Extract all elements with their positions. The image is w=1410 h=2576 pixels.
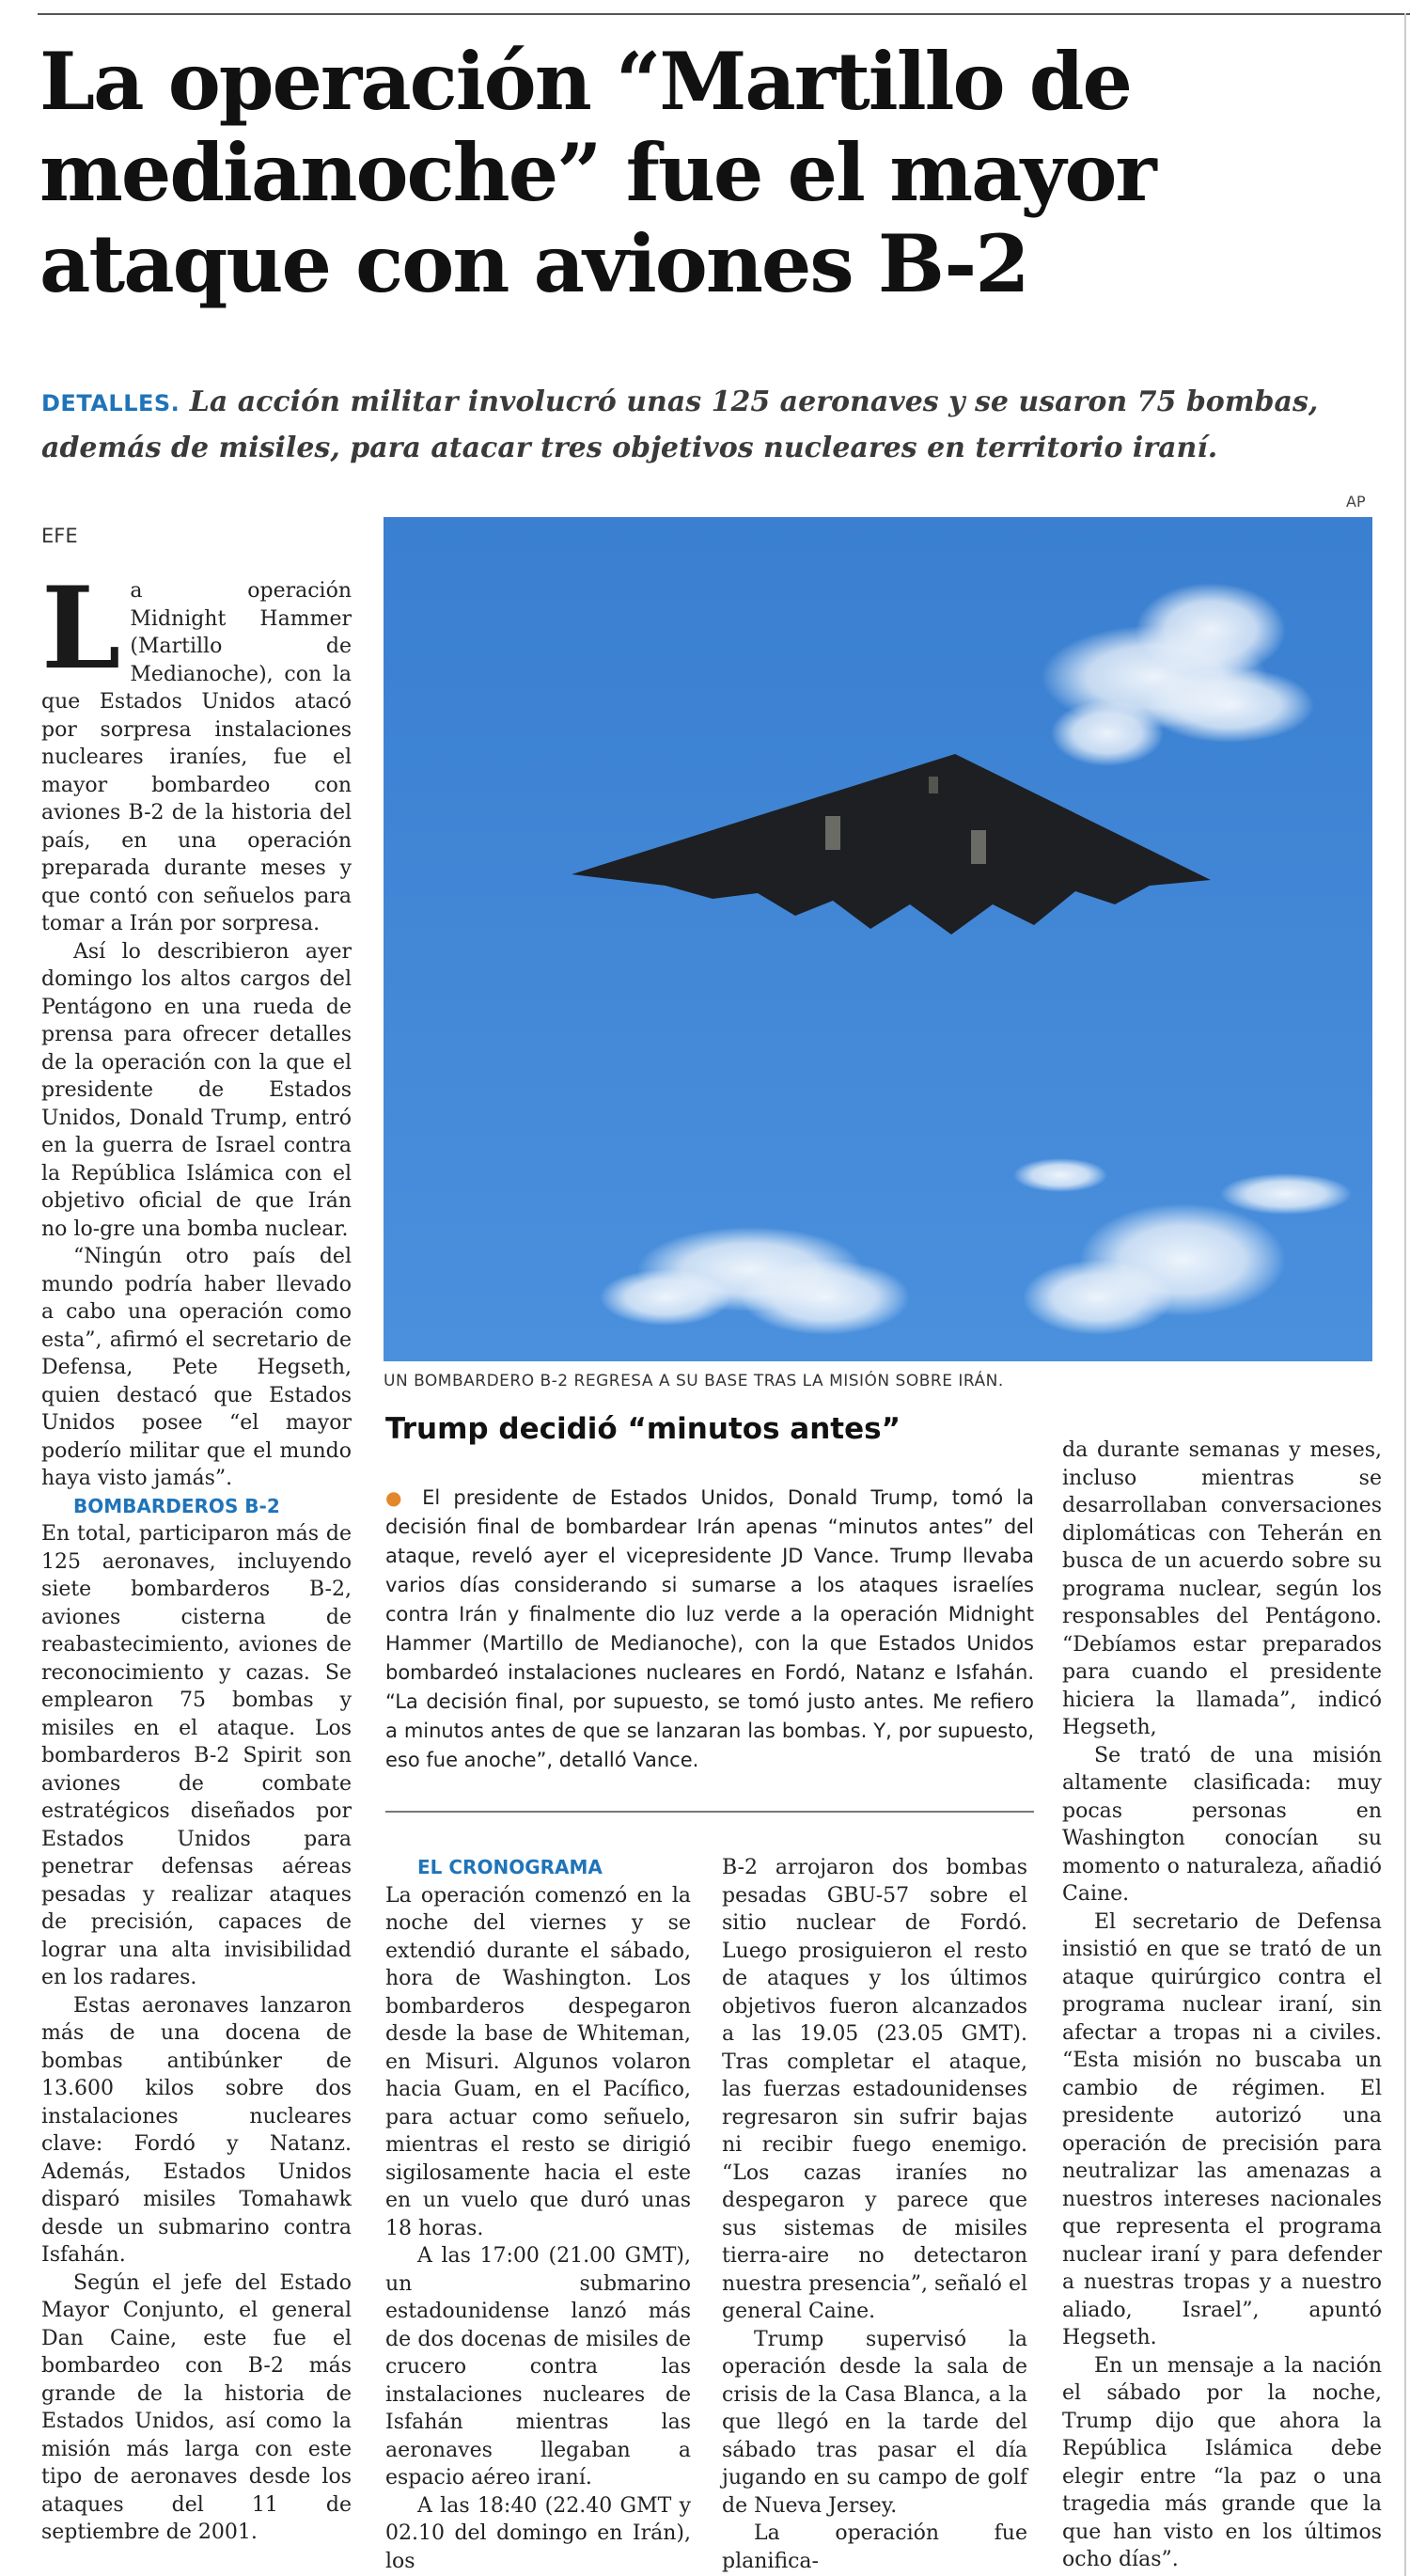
paragraph: Según el jefe del Estado Mayor Conjunto, el general Dan Caine, este fue el bombardeo con B-2 más grande de la historia de Estados Unidos, así como la misión más larga con este tipo de aeronaves desde los ataques del 11 de septiembre de 2001. (41, 2270, 352, 2544)
photo-credit: AP (1346, 493, 1366, 510)
paragraph: “Ningún otro país del mundo podría haber llevado a cabo una operación como esta”, afirmó el secretario de Defensa, Pete Hegseth, quien destacó que Estados Unidos posee “el mayor poderío militar que el mundo haya visto jamás”. (41, 1245, 352, 1490)
bullet-icon: ● (385, 1486, 409, 1509)
deck (41, 380, 1386, 471)
photo-caption: UN BOMBARDERO B-2 REGRESA A SU BASE TRAS LA MISIÓN SOBRE IRÁN. (384, 1372, 1004, 1390)
deck-kicker: DETALLES. (41, 390, 180, 416)
paragraph: Estas aeronaves lanzaron más de una docena de bombas antibúnker de 13.600 kilos sobre dos instalaciones nucleares clave: Fordó y Natanz. Además, Estados Unidos disparó misiles Tomahawk desde un submarino contra Isfahán. (41, 1993, 352, 2267)
paragraph: En total, participaron más de 125 aeronaves, incluyendo siete bombarderos B-2, aviones cisterna de reabastecimiento, aviones de reconocimiento y cazas. Se emplearon 75 bombas y misiles en el ataque. Los bombarderos B-2 Spirit son aviones de combate estratégicos diseñados por Estados Unidos para penetrar defensas aéreas pesadas y realizar ataques de precisión, capaces de lograr una alta invisibilidad en los radares. (41, 1522, 352, 1989)
article-column-1 (41, 562, 352, 2547)
lead-paragraph: La operación Midnight Hammer (Martillo de Medianoche), con la que Estados Unidos atacó por sorpresa instalaciones nucleares iraníes, fue el mayor bombardeo con aviones B-2 de la historia del país, en una operación preparada durante meses y que contó con señuelos para tomar a Irán por sorpresa. (41, 562, 352, 935)
paragraph: La operación comenzó en la noche del viernes y se extendió durante el sábado, hora de Washington. Los bombarderos despegaron desde la base de Whiteman, en Misuri. Algunos volaron hacia Guam, en el Pacífico, para actuar como señuelo, mientras el resto se dirigió sigilosamente hacia el este en un vuelo que duró unas 18 horas. (385, 1883, 691, 2240)
sidebar-divider (385, 1811, 1034, 1813)
page-edge-rule (1404, 13, 1406, 2576)
paragraph: Trump supervisó la operación desde la sala de crisis de la Casa Blanca, a la que llegó en la tarde del sábado tras pasar el día jugando en su campo de golf de Nueva Jersey. (722, 2327, 1027, 2518)
headline: La operación “Martillo de medianoche” fue el mayor ataque con aviones B-2 (39, 35, 1155, 310)
paragraph: En un mensaje a la nación el sábado por la noche, Trump dijo que ahora la República Islámica debe elegir entre “la paz o una tragedia más grande que la que han visto en los últimos ocho días”. (1062, 2353, 1382, 2571)
top-rule (38, 13, 1410, 15)
subhead-bombarderos: BOMBARDEROS B-2 (73, 1494, 280, 1517)
paragraph: El secretario de Defensa insistió en que se trató de un ataque quirúrgico contra el programa nuclear iraní, sin afectar a tropas ni a civiles. “Esta misión no buscaba un cambio de régimen. El presidente autorizó una operación de precisión para neutralizar las amenazas a nuestros intereses nacionales que representa el programa nuclear iraní y para defender a nuestras tropas y a nuestro aliado, Israel”, apuntó Hegseth. (1062, 1909, 1382, 2349)
drop-cap: L (41, 562, 121, 695)
paragraph: Se trató de una misión altamente clasificada: muy pocas personas en Washington conocían su momento o naturaleza, añadió Caine. (1062, 1743, 1382, 1906)
article-column-2 (385, 1854, 691, 2575)
subhead-cronograma: EL CRONOGRAMA (417, 1856, 603, 1878)
paragraph: La operación fue planifica- (722, 2521, 1027, 2573)
news-photo (384, 517, 1372, 1361)
article-column-4 (1062, 1437, 1382, 2574)
paragraph: B-2 arrojaron dos bombas pesadas GBU-57 sobre el sitio nuclear de Fordó. Luego prosiguieron el resto de ataques y los últimos objetivos fueron alcanzados a las 19.05 (23.05 GMT). Tras completar el ataque, las fuerzas estadounidenses regresaron sin sufrir bajas ni recibir fuego enemigo. “Los cazas iraníes no despegaron y parece que sus sistemas de misiles tierra-aire no detectaron nuestra presencia”, señaló el general Caine. (722, 1856, 1027, 2323)
deck-text: La acción militar involucró unas 125 aeronaves y se usaron 75 bombas, además de misiles, para atacar tres objetivos nucleares en territorio iraní. (41, 385, 1319, 464)
sidebar-text: ● El presidente de Estados Unidos, Donald Trump, tomó la decisión final de bombardear Irán apenas “minutos antes” del ataque, reveló ayer el vicepresidente JD Vance. Trump llevaba varios días considerando si sumarse a los ataques israelíes contra Irán y finalmente dio luz verde a la operación Midnight Hammer (Martillo de Medianoche), con la que Estados Unidos bombardeó instalaciones nucleares en Fordó, Natanz e Isfahán. “La decisión final, por supuesto, se tomó justo antes. Me refiero a minutos antes de que se lanzaran las bombas. Y, por supuesto, eso fue anoche”, detalló Vance. (385, 1486, 1034, 1771)
article-column-3 (722, 1854, 1027, 2575)
b2-bomber-photo (384, 517, 1372, 1361)
paragraph: A las 18:40 (22.40 GMT y 02.10 del domingo en Irán), los (385, 2493, 691, 2573)
sidebar-title: Trump decidió “minutos antes” (385, 1412, 901, 1446)
byline: EFE (41, 525, 78, 547)
paragraph: Así lo describieron ayer domingo los altos cargos del Pentágono en una rueda de prensa para ofrecer detalles de la operación con la que el presidente de Estados Unidos, Donald Trump, entró en la guerra de Israel contra la República Islámica con el objetivo oficial de que Irán no lo-gre una bomba nuclear. (41, 939, 352, 1241)
paragraph: A las 17:00 (21.00 GMT), un submarino estadounidense lanzó más de dos docenas de misiles de crucero contra las instalaciones nucleares de Isfahán mientras las aeronaves llegaban a espacio aéreo iraní. (385, 2244, 691, 2490)
paragraph: da durante semanas y meses, incluso mientras se desarrollaban conversaciones diplomáticas con Teherán en busca de un acuerdo sobre su programa nuclear, según los responsables del Pentágono. “Debíamos estar preparados para cuando el presidente hiciera la llamada”, indicó Hegseth, (1062, 1438, 1382, 1739)
